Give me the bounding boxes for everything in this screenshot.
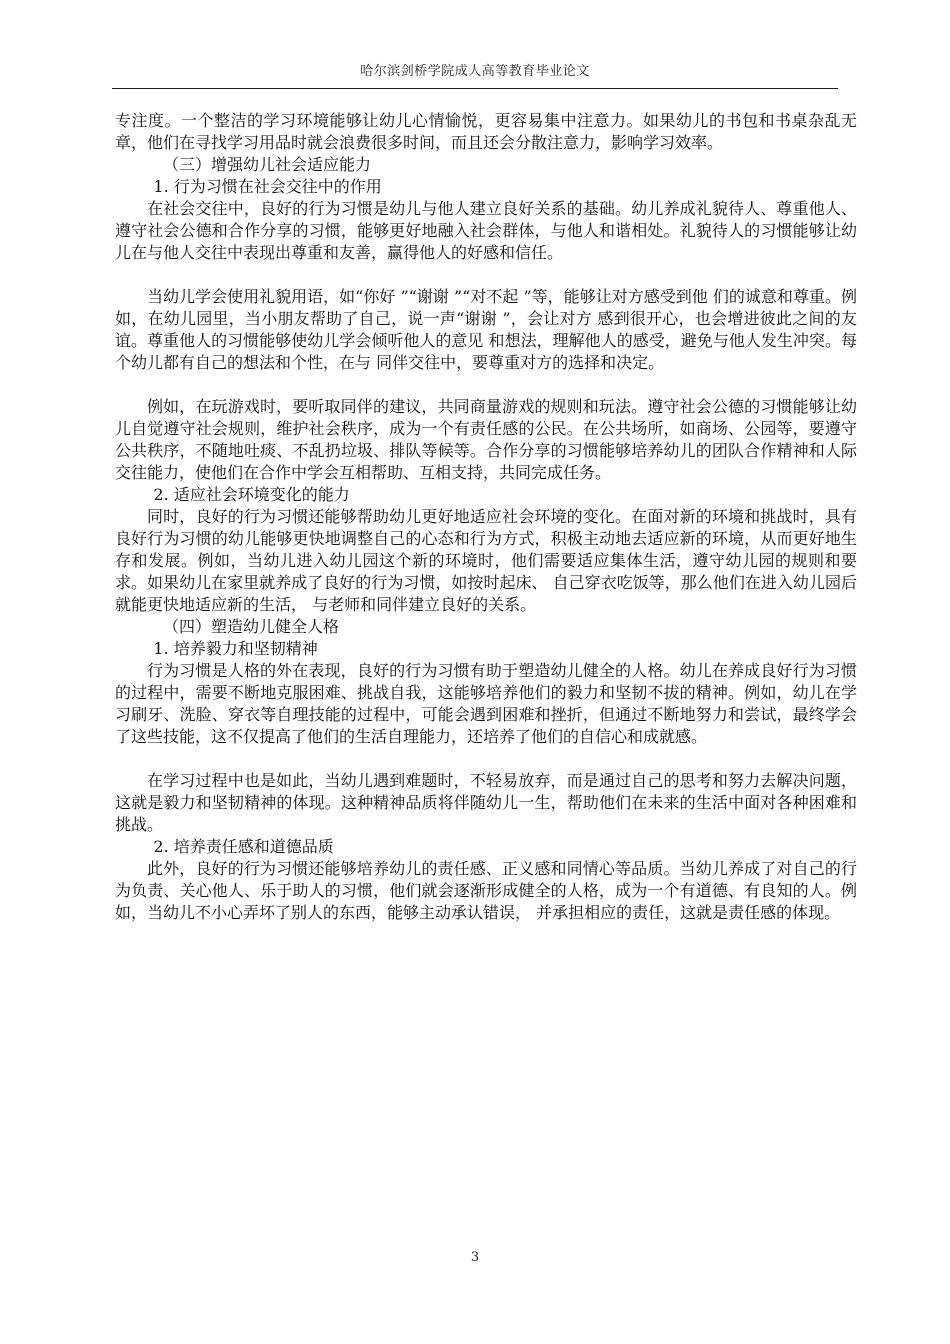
paragraph-gap bbox=[115, 748, 857, 770]
paragraph: 在社会交往中，良好的行为习惯是幼儿与他人建立良好关系的基础。幼儿养成礼貌待人、尊重他人、遵守社会公德和合作分享的习惯，能够更好地融入社会群体，与他人和谐相处。礼貌待人的习惯能够让幼儿在与他人交往中表现出尊重和友善，赢得他人的好感和信任。 bbox=[115, 199, 857, 262]
paragraph: 专注度。一个整洁的学习环境能够让幼儿心情愉悦，更容易集中注意力。如果幼儿的书包和书桌杂乱无章，他们在寻找学习用品时就会浪费很多时间，而且还会分散注意力，影响学习效率。 bbox=[115, 111, 857, 152]
subsection-heading-3-2: 2. 适应社会环境变化的能力 bbox=[153, 485, 350, 504]
paragraph: 当幼儿学会使用礼貌用语，如“你好 ”“谢谢 ”“对不起 ”等，能够让对方感受到他 们的诚意和尊重。例如，在幼儿园里，当小朋友帮助了自己，说一声“谢谢 ”，会让对方 感到很开心，也会增进彼此之间的友谊。尊重他人的习惯能够使幼儿学会倾听他人的意见 和想法，理解他人的感受，避免与他人发生冲突。每个幼儿都有自己的想法和个性，在与 同伴交往中，要尊重对方的选择和决定。 bbox=[115, 287, 857, 372]
subsection-heading-4-2: 2. 培养责任感和道德品质 bbox=[153, 837, 334, 856]
paragraph: 例如，在玩游戏时，要听取同伴的建议，共同商量游戏的规则和玩法。遵守社会公德的习惯能够让幼儿自觉遵守社会规则，维护社会秩序，成为一个有责任感的公民。在公共场所，如商场、公园等，要遵守公共秩序，不随地吐痰、不乱扔垃圾、排队等候等。合作分享的习惯能够培养幼儿的团队合作精神和人际交往能力，使他们在合作中学会互相帮助、互相支持，共同完成任务。 bbox=[115, 397, 857, 482]
section-heading-4: （四）塑造幼儿健全人格 bbox=[163, 617, 340, 636]
document-body bbox=[115, 110, 857, 924]
subsection-heading-4-1: 1. 培养毅力和坚韧精神 bbox=[153, 639, 318, 658]
running-header: 哈尔滨剑桥学院成人高等教育毕业论文 bbox=[112, 60, 838, 89]
paragraph: 行为习惯是人格的外在表现，良好的行为习惯有助于塑造幼儿健全的人格。幼儿在养成良好行为习惯的过程中，需要不断地克服困难、挑战自我，这能够培养他们的毅力和坚韧不拔的精神。例如，幼儿在学习刷牙、洗脸、穿衣等自理技能的过程中，可能会遇到困难和挫折，但通过不断地努力和尝试，最终学会了这些技能，这不仅提高了他们的生活自理能力，还培养了他们的自信心和成就感。 bbox=[115, 661, 857, 746]
paragraph: 此外，良好的行为习惯还能够培养幼儿的责任感、正义感和同情心等品质。当幼儿养成了对自己的行为负责、关心他人、乐于助人的习惯，他们就会逐渐形成健全的人格，成为一个有道德、有良知的人。例如，当幼儿不小心弄坏了别人的东西，能够主动承认错误， 并承担相应的责任，这就是责任感的体现。 bbox=[115, 859, 857, 922]
paragraph: 同时，良好的行为习惯还能够帮助幼儿更好地适应社会环境的变化。在面对新的环境和挑战时，具有良好行为习惯的幼儿能够更快地调整自己的心态和行为方式，积极主动地去适应新的环境，从而更好地生存和发展。例如，当幼儿进入幼儿园这个新的环境时，他们需要适应集体生活，遵守幼儿园的规则和要求。如果幼儿在家里就养成了良好的行为习惯，如按时起床、 自己穿衣吃饭等，那么他们在进入幼儿园后就能更快地适应新的生活， 与老师和同伴建立良好的关系。 bbox=[115, 507, 857, 614]
paragraph-gap bbox=[115, 264, 857, 286]
subsection-heading-3-1: 1. 行为习惯在社会交往中的作用 bbox=[153, 177, 382, 196]
paragraph-gap bbox=[115, 374, 857, 396]
section-heading-3: （三）增强幼儿社会适应能力 bbox=[163, 155, 372, 174]
page-number: 3 bbox=[470, 1250, 480, 1265]
paragraph: 在学习过程中也是如此，当幼儿遇到难题时，不轻易放弃，而是通过自己的思考和努力去解决问题，这就是毅力和坚韧精神的体现。这种精神品质将伴随幼儿一生，帮助他们在未来的生活中面对各种困难和挑战。 bbox=[115, 771, 857, 834]
